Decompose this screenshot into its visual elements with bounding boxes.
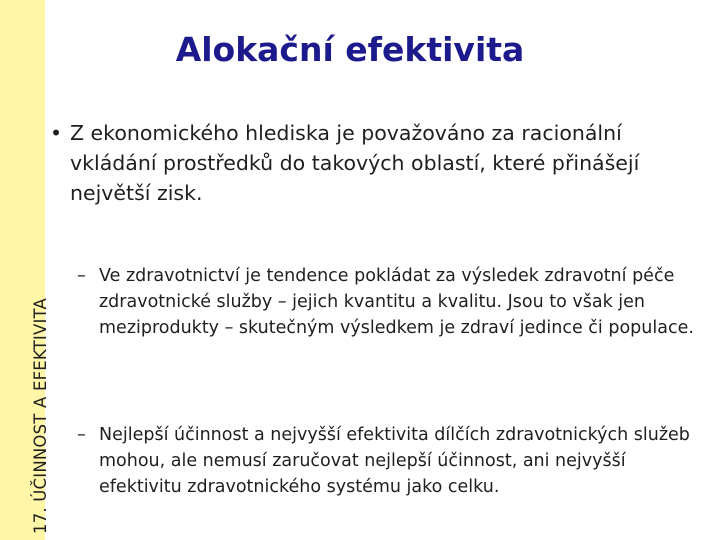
sub-bullet-item: [77, 263, 697, 341]
sub-bullet-marker: –: [77, 425, 86, 445]
sub-bullet-text: Ve zdravotnictví je tendence pokládat za výsledek zdravotní péče zdravotnické služby – jejich kvantitu a kvalitu. Jsou to však jen meziprodukty – skutečným výsledkem je zdraví jedince či populace.: [99, 266, 694, 338]
slide-title: Alokační efektivita: [175, 30, 525, 69]
bullet-text: Z ekonomického hlediska je považováno za racionální vkládání prostředků do takových oblastí, které přinášejí největší zisk.: [70, 121, 640, 205]
sub-bullet-item: [77, 422, 697, 500]
sub-bullet-text: Nejlepší účinnost a nejvyšší efektivita dílčích zdravotnických služeb mohou, ale nemusí zaručovat nejlepší účinnost, ani nejvyšší efektivitu zdravotnického systému jako celku.: [99, 425, 690, 497]
sub-bullet-marker: –: [77, 266, 86, 286]
bullet-marker: •: [49, 121, 63, 145]
bullet-item: [42, 118, 692, 208]
side-section-label: 17. ÚČINNOST A EFEKTIVITA: [31, 297, 50, 534]
